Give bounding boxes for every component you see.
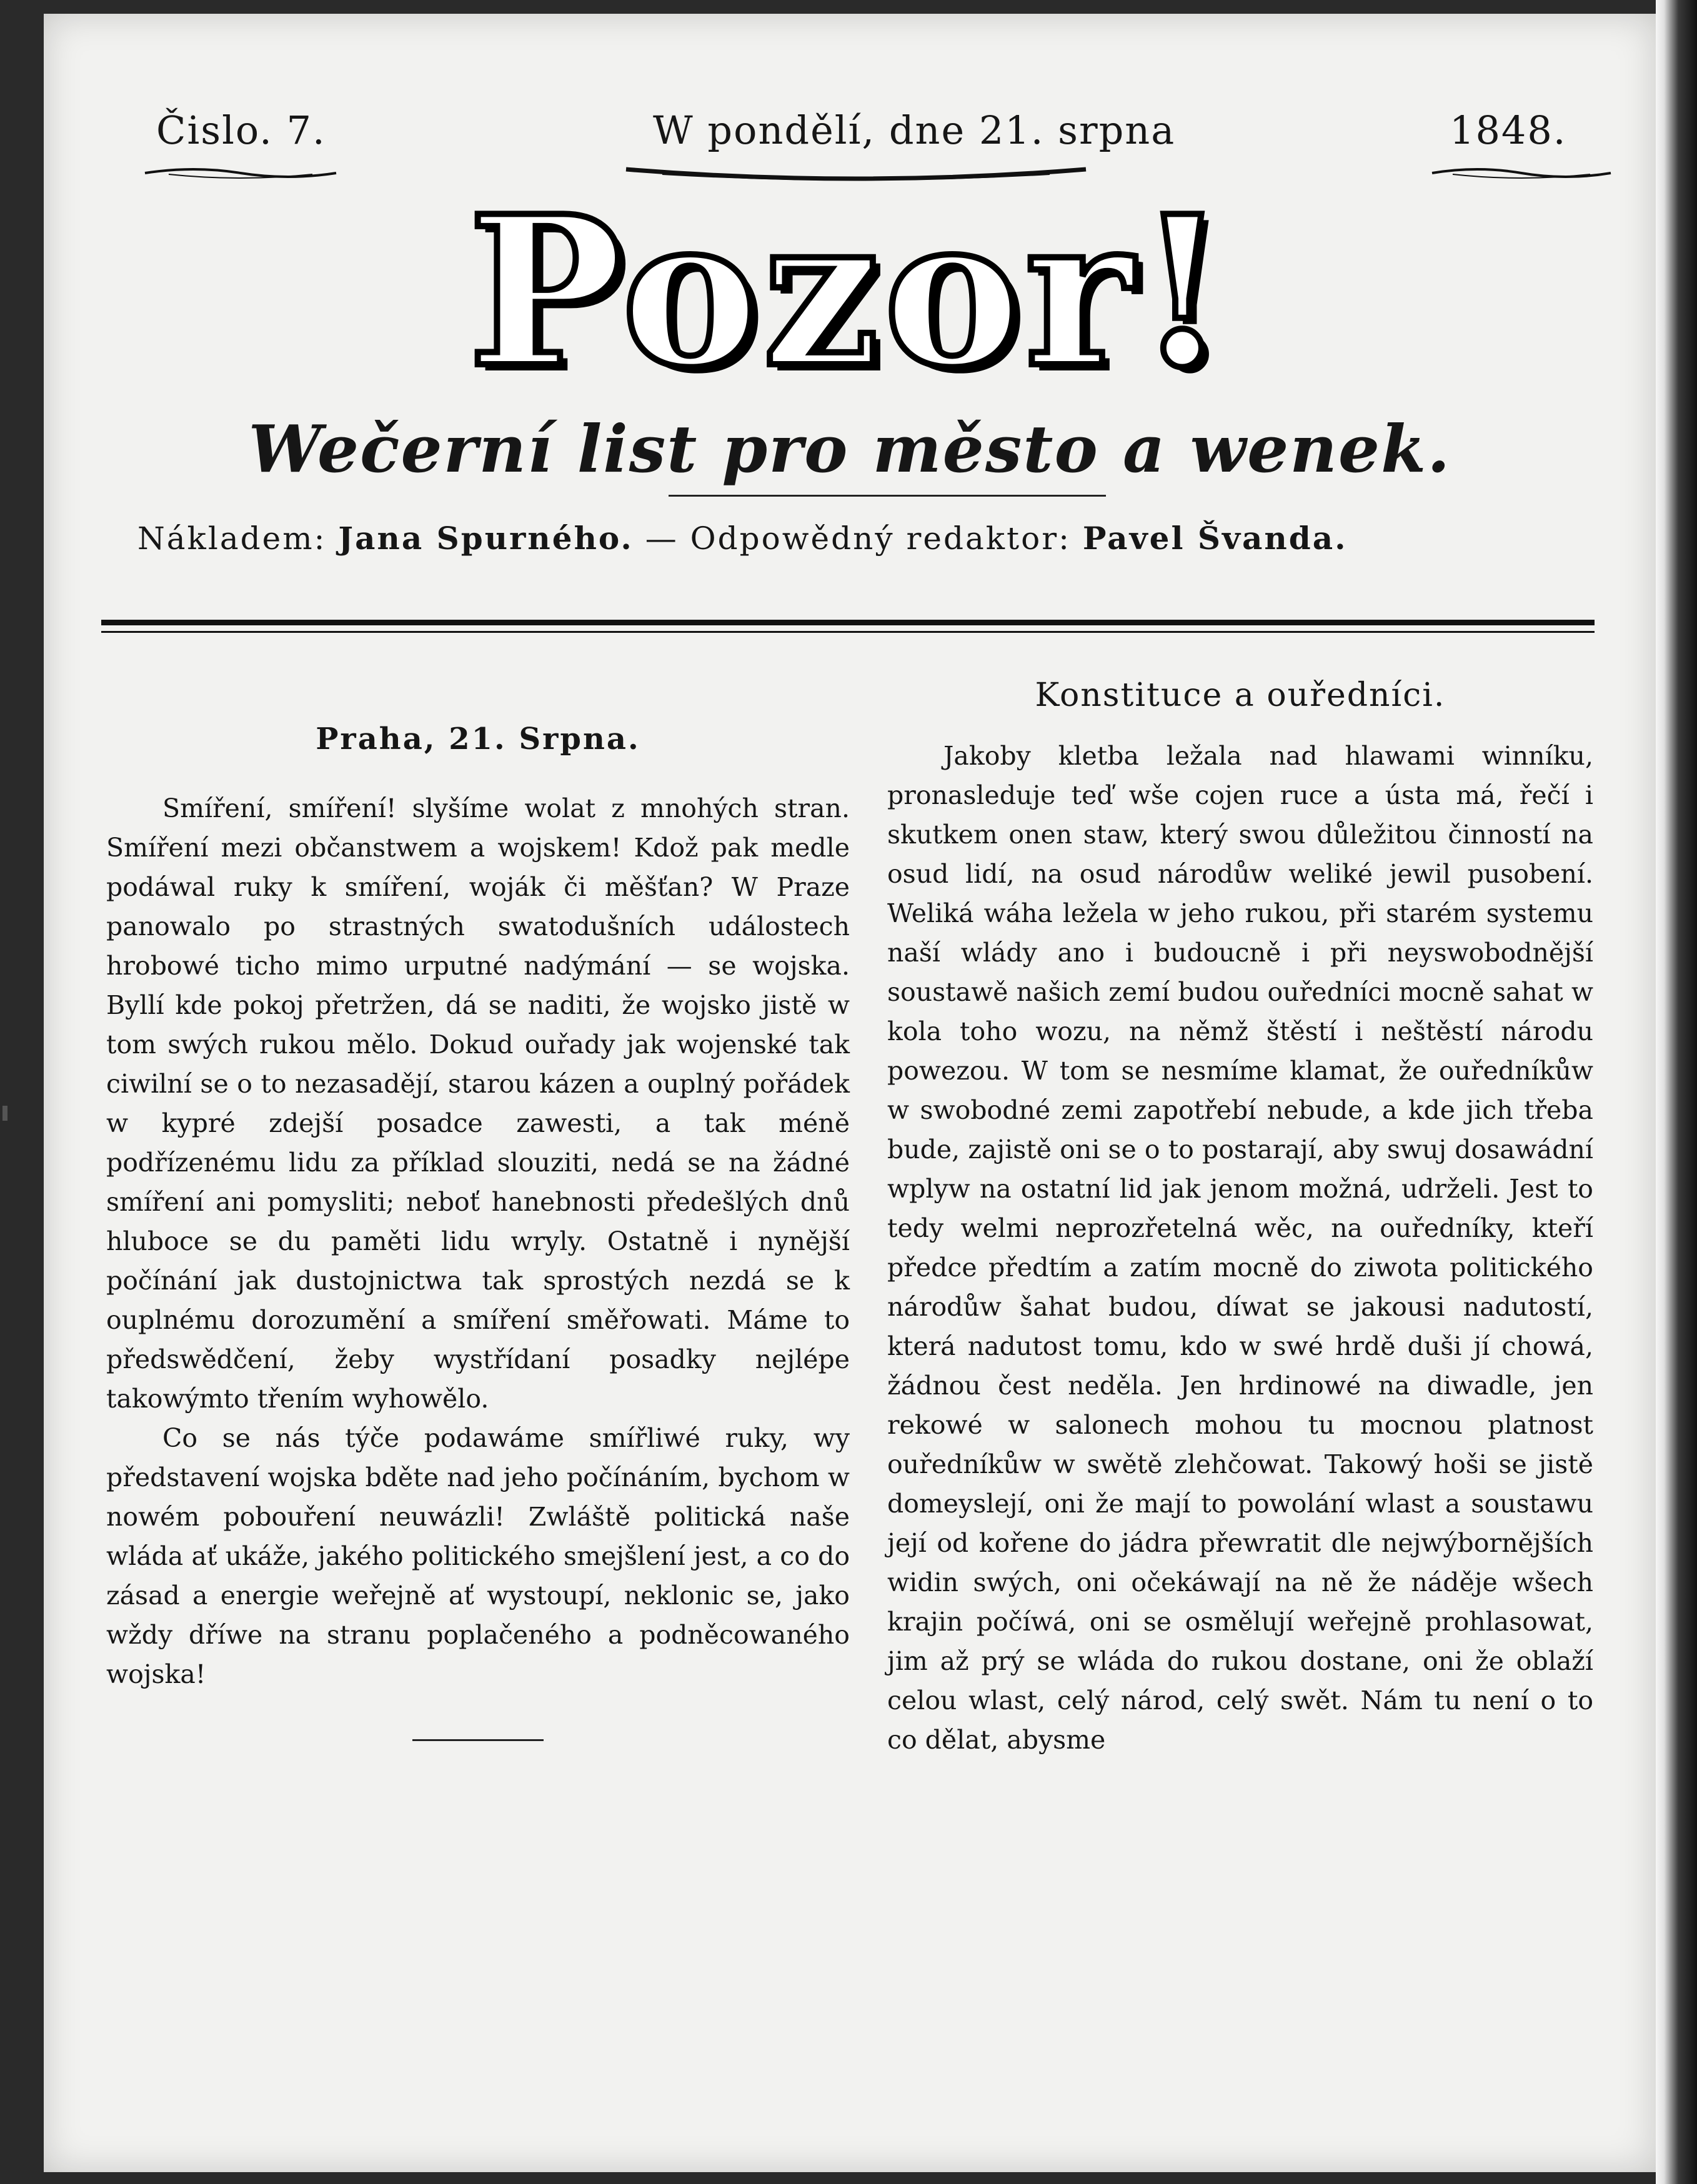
- page-binding-edge: [1656, 0, 1697, 2184]
- left-column: [106, 720, 850, 1741]
- issue-swash-ornament: [144, 161, 337, 186]
- right-article-heading: Konstituce a ouředníci.: [1035, 677, 1446, 714]
- imprint-separator: —: [645, 520, 679, 557]
- article-end-rule: [412, 1739, 544, 1741]
- editor-label: Odpowědný redaktor:: [690, 520, 1072, 557]
- issue-number: Čislo. 7.: [156, 107, 326, 153]
- left-article-paragraph: Co se nás týče podawáme smířliwé ruky, wy představení wojska bděte nad jeho počínáním, bychom w nowém pobouření neuwázli! Zwláště politická naše wláda ať ukáže, jakého politického smejšlení jest, a co do zásad a energie weřejně ať wystoupí, neklonic se, jako wždy dříwe na stranu poplačeného a podněcowaného wojska!: [106, 1423, 850, 1689]
- masthead-thick-rule: [101, 620, 1595, 625]
- subtitle-rule: [669, 495, 1106, 497]
- newspaper-subtitle: Wečerní list pro město a wenek.: [248, 410, 1451, 487]
- editor-name: Pavel Švanda.: [1082, 520, 1348, 557]
- issue-date: W pondělí, dne 21. srpna: [653, 107, 1176, 153]
- left-article-heading: Praha, 21. Srpna.: [316, 722, 640, 757]
- left-article-paragraph: Smíření, smíření! slyšíme wolat z mnohých stran. Smíření mezi občanstwem a wojskem! Kdož pak medle podáwal ruky k smíření, woják či měšťan? W Praze panowalo po strastných swatodušních událostech hrobowé ticho mimo urputné nadýmání — se wojska. Byllí kde pokoj přetržen, dá se naditi, že wojsko jistě w tom swých rukou mělo. Dokud ouřady jak wojenské tak ciwilní se o to nezasadějí, starou kázen a ouplný pořádek w kypré zdejší posadce zawesti, a tak méně podřízenému lidu za příklad slouziti, nedá se na žádné smíření ani pomysliti; neboť hanebnosti předešlých dnů hluboce se du paměti lidu wryly. Ostatně i nynější počínání jak dustojnictwa tak sprostých nezdá se k ouplnému dorozumění a smíření směřowati. Máme to předswědčení, žeby wystřídaní posadky nejlépe takowýmto třením wyhowělo.: [106, 793, 850, 1414]
- year-swash-ornament: [1431, 161, 1612, 186]
- newspaper-page: [44, 14, 1656, 2172]
- right-column: [887, 676, 1593, 1760]
- masthead-thin-rule: [101, 631, 1595, 633]
- publisher-label: Nákladem:: [137, 520, 327, 557]
- right-article-paragraph: Jakoby kletba ležala nad hlawami winníku, pronasleduje teď wše cojen ruce a ústa má, řečí i skutkem onen staw, který swou důležitou činností na osud lidí, na osud národůw weliké jewil pusobení. Weliká wáha ležela w jeho rukou, při starém systemu naší wlády ano i budoucně i při neyswobodnější soustawě našich zemí budou ouředníci mocně sahat w kola toho wozu, na němž štěstí i neštěstí národu powezou. W tom se nesmíme klamat, že ouředníkůw w swobodné zemi zapotřebí nebude, a kde jich třeba bude, zajistě oni se o to postarají, aby swuj dosawádní wplyw na ostatní lid jak jenom možná, udrželi. Jest to tedy welmi neprozřetelná wěc, na ouředníky, kteří předce předtím a zatím mocně do ziwota politického národůw šahat budou, díwat se jakousi nadutostí, která nadutost tomu, kdo w swé hrdě duši jí chowá, žádnou čest neděla. Jen hrdinowé na diwadle, jen rekowé w salonech mohou tu mocnou platnost ouředníkůw w swětě zlehčowat. Takowý hoši se jistě domeyslejí, oni že mají to powolání wlast a soustawu její od kořene do jádra přewratit dle nejwýbornějších widin swých, oni očekáwají na ně že náděje wšech krajin počíwá, oni se osmělují weřejně prohlasowat, jim až prý se wláda do rukou dostane, oni že oblaží celou wlast, celý národ, celý swět. Nám tu není o to co dělat, abysme: [887, 741, 1593, 1755]
- publisher-name: Jana Spurného.: [338, 520, 634, 557]
- imprint-line: [137, 520, 1575, 570]
- margin-mark: [2, 1106, 7, 1121]
- newspaper-title: Pozor!: [468, 171, 1232, 413]
- issue-year: 1848.: [1450, 107, 1567, 153]
